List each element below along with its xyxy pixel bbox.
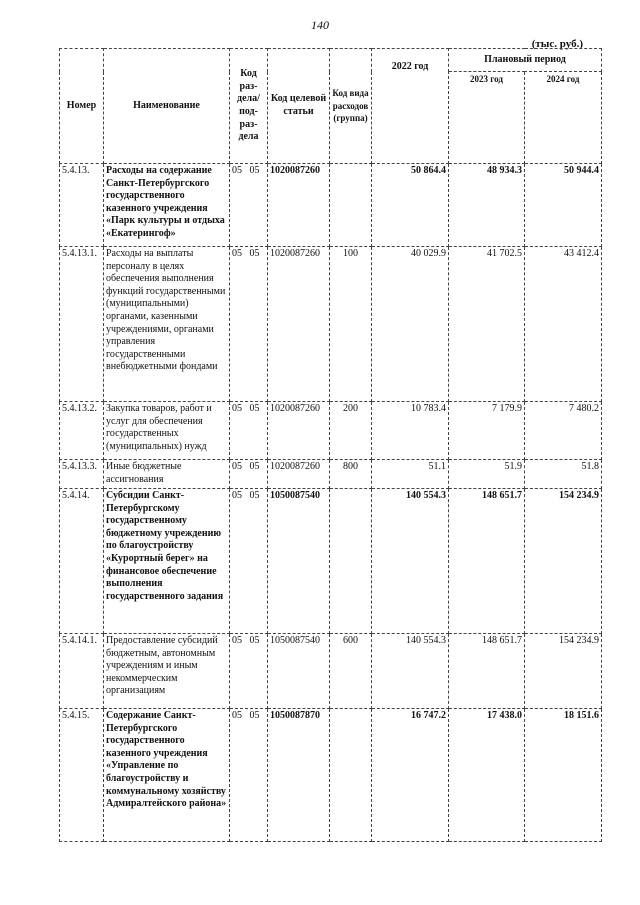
- row-value-2024: 43 412.4: [525, 247, 602, 402]
- row-number: 5.4.13.2.: [60, 402, 104, 460]
- row-name: Расходы на содержание Санкт-Петербургского государственного казенного учреждения «Парк культуры и отдыха «Екатерингоф»: [104, 164, 230, 247]
- header-2022: 2022 год: [372, 49, 449, 164]
- row-section-code: 05 05: [230, 402, 268, 460]
- row-number: 5.4.14.: [60, 489, 104, 634]
- row-section-code: 05 05: [230, 489, 268, 634]
- row-name: Закупка товаров, работ и услуг для обеспечения государственных (муниципальных) нужд: [104, 402, 230, 460]
- row-value-2022: 51.1: [372, 460, 449, 489]
- row-target-code: 1050087540: [268, 634, 330, 709]
- row-value-2024: 154 234.9: [525, 634, 602, 709]
- row-expense-code: [330, 164, 372, 247]
- row-value-2024: 51.8: [525, 460, 602, 489]
- row-expense-code: 800: [330, 460, 372, 489]
- header-2023: 2023 год: [449, 72, 525, 164]
- page-number: 140: [311, 18, 329, 32]
- budget-table: [59, 48, 602, 842]
- units-label: (тыс. руб.): [531, 38, 583, 50]
- table-row: [60, 402, 602, 460]
- row-section-code: 05 05: [230, 164, 268, 247]
- row-name: Предоставление субсидий бюджетным, автономным учреждениям и иным некоммерческим организациям: [104, 634, 230, 709]
- row-target-code: 1020087260: [268, 164, 330, 247]
- row-value-2023: 148 651.7: [449, 489, 525, 634]
- row-name: Субсидии Санкт-Петербургскому государственному бюджетному учреждению по благоустройству «Курортный берег» на финансовое обеспечение выполнения государственного задания: [104, 489, 230, 634]
- header-number: Номер: [60, 49, 104, 164]
- row-value-2022: 16 747.2: [372, 709, 449, 842]
- row-value-2024: 50 944.4: [525, 164, 602, 247]
- row-value-2022: 10 783.4: [372, 402, 449, 460]
- table-row: [60, 634, 602, 709]
- row-target-code: 1020087260: [268, 402, 330, 460]
- row-expense-code: [330, 709, 372, 842]
- header-planned-period: Плановый период: [449, 49, 602, 72]
- row-value-2023: 148 651.7: [449, 634, 525, 709]
- table-row: [60, 460, 602, 489]
- row-name: Расходы на выплаты персоналу в целях обеспечения выполнения функций государственными (муниципальными) органами, казенными учреждениями, органами управления государственными внебюджетными фондами: [104, 247, 230, 402]
- row-expense-code: [330, 489, 372, 634]
- header-expense-code: Код вида расходов (группа): [330, 49, 372, 164]
- row-number: 5.4.14.1.: [60, 634, 104, 709]
- row-value-2023: 7 179.9: [449, 402, 525, 460]
- row-value-2022: 40 029.9: [372, 247, 449, 402]
- row-number: 5.4.13.: [60, 164, 104, 247]
- header-name: Наименование: [104, 49, 230, 164]
- header-2024: 2024 год: [525, 72, 602, 164]
- row-section-code: 05 05: [230, 247, 268, 402]
- row-section-code: 05 05: [230, 709, 268, 842]
- table-row: [60, 709, 602, 842]
- header-section-code: Код раз- дела/ под- раз- дела: [230, 49, 268, 164]
- row-value-2024: 154 234.9: [525, 489, 602, 634]
- row-expense-code: 200: [330, 402, 372, 460]
- row-value-2023: 51.9: [449, 460, 525, 489]
- row-target-code: 1020087260: [268, 460, 330, 489]
- table-row: [60, 247, 602, 402]
- row-value-2022: 140 554.3: [372, 634, 449, 709]
- row-expense-code: 600: [330, 634, 372, 709]
- row-section-code: 05 05: [230, 634, 268, 709]
- row-target-code: 1020087260: [268, 247, 330, 402]
- row-name: Содержание Санкт-Петербургского государственного казенного учреждения «Управление по благоустройству и коммунальному хозяйству Адмиралтейского района»: [104, 709, 230, 842]
- row-value-2023: 48 934.3: [449, 164, 525, 247]
- row-number: 5.4.15.: [60, 709, 104, 842]
- row-value-2024: 7 480.2: [525, 402, 602, 460]
- header-target-code: Код целевой статьи: [268, 49, 330, 164]
- row-target-code: 1050087870: [268, 709, 330, 842]
- row-section-code: 05 05: [230, 460, 268, 489]
- row-value-2024: 18 151.6: [525, 709, 602, 842]
- row-number: 5.4.13.3.: [60, 460, 104, 489]
- table-row: [60, 164, 602, 247]
- row-value-2022: 50 864.4: [372, 164, 449, 247]
- row-number: 5.4.13.1.: [60, 247, 104, 402]
- row-value-2023: 41 702.5: [449, 247, 525, 402]
- row-value-2023: 17 438.0: [449, 709, 525, 842]
- table-row: [60, 489, 602, 634]
- row-value-2022: 140 554.3: [372, 489, 449, 634]
- row-expense-code: 100: [330, 247, 372, 402]
- row-target-code: 1050087540: [268, 489, 330, 634]
- row-name: Иные бюджетные ассигнования: [104, 460, 230, 489]
